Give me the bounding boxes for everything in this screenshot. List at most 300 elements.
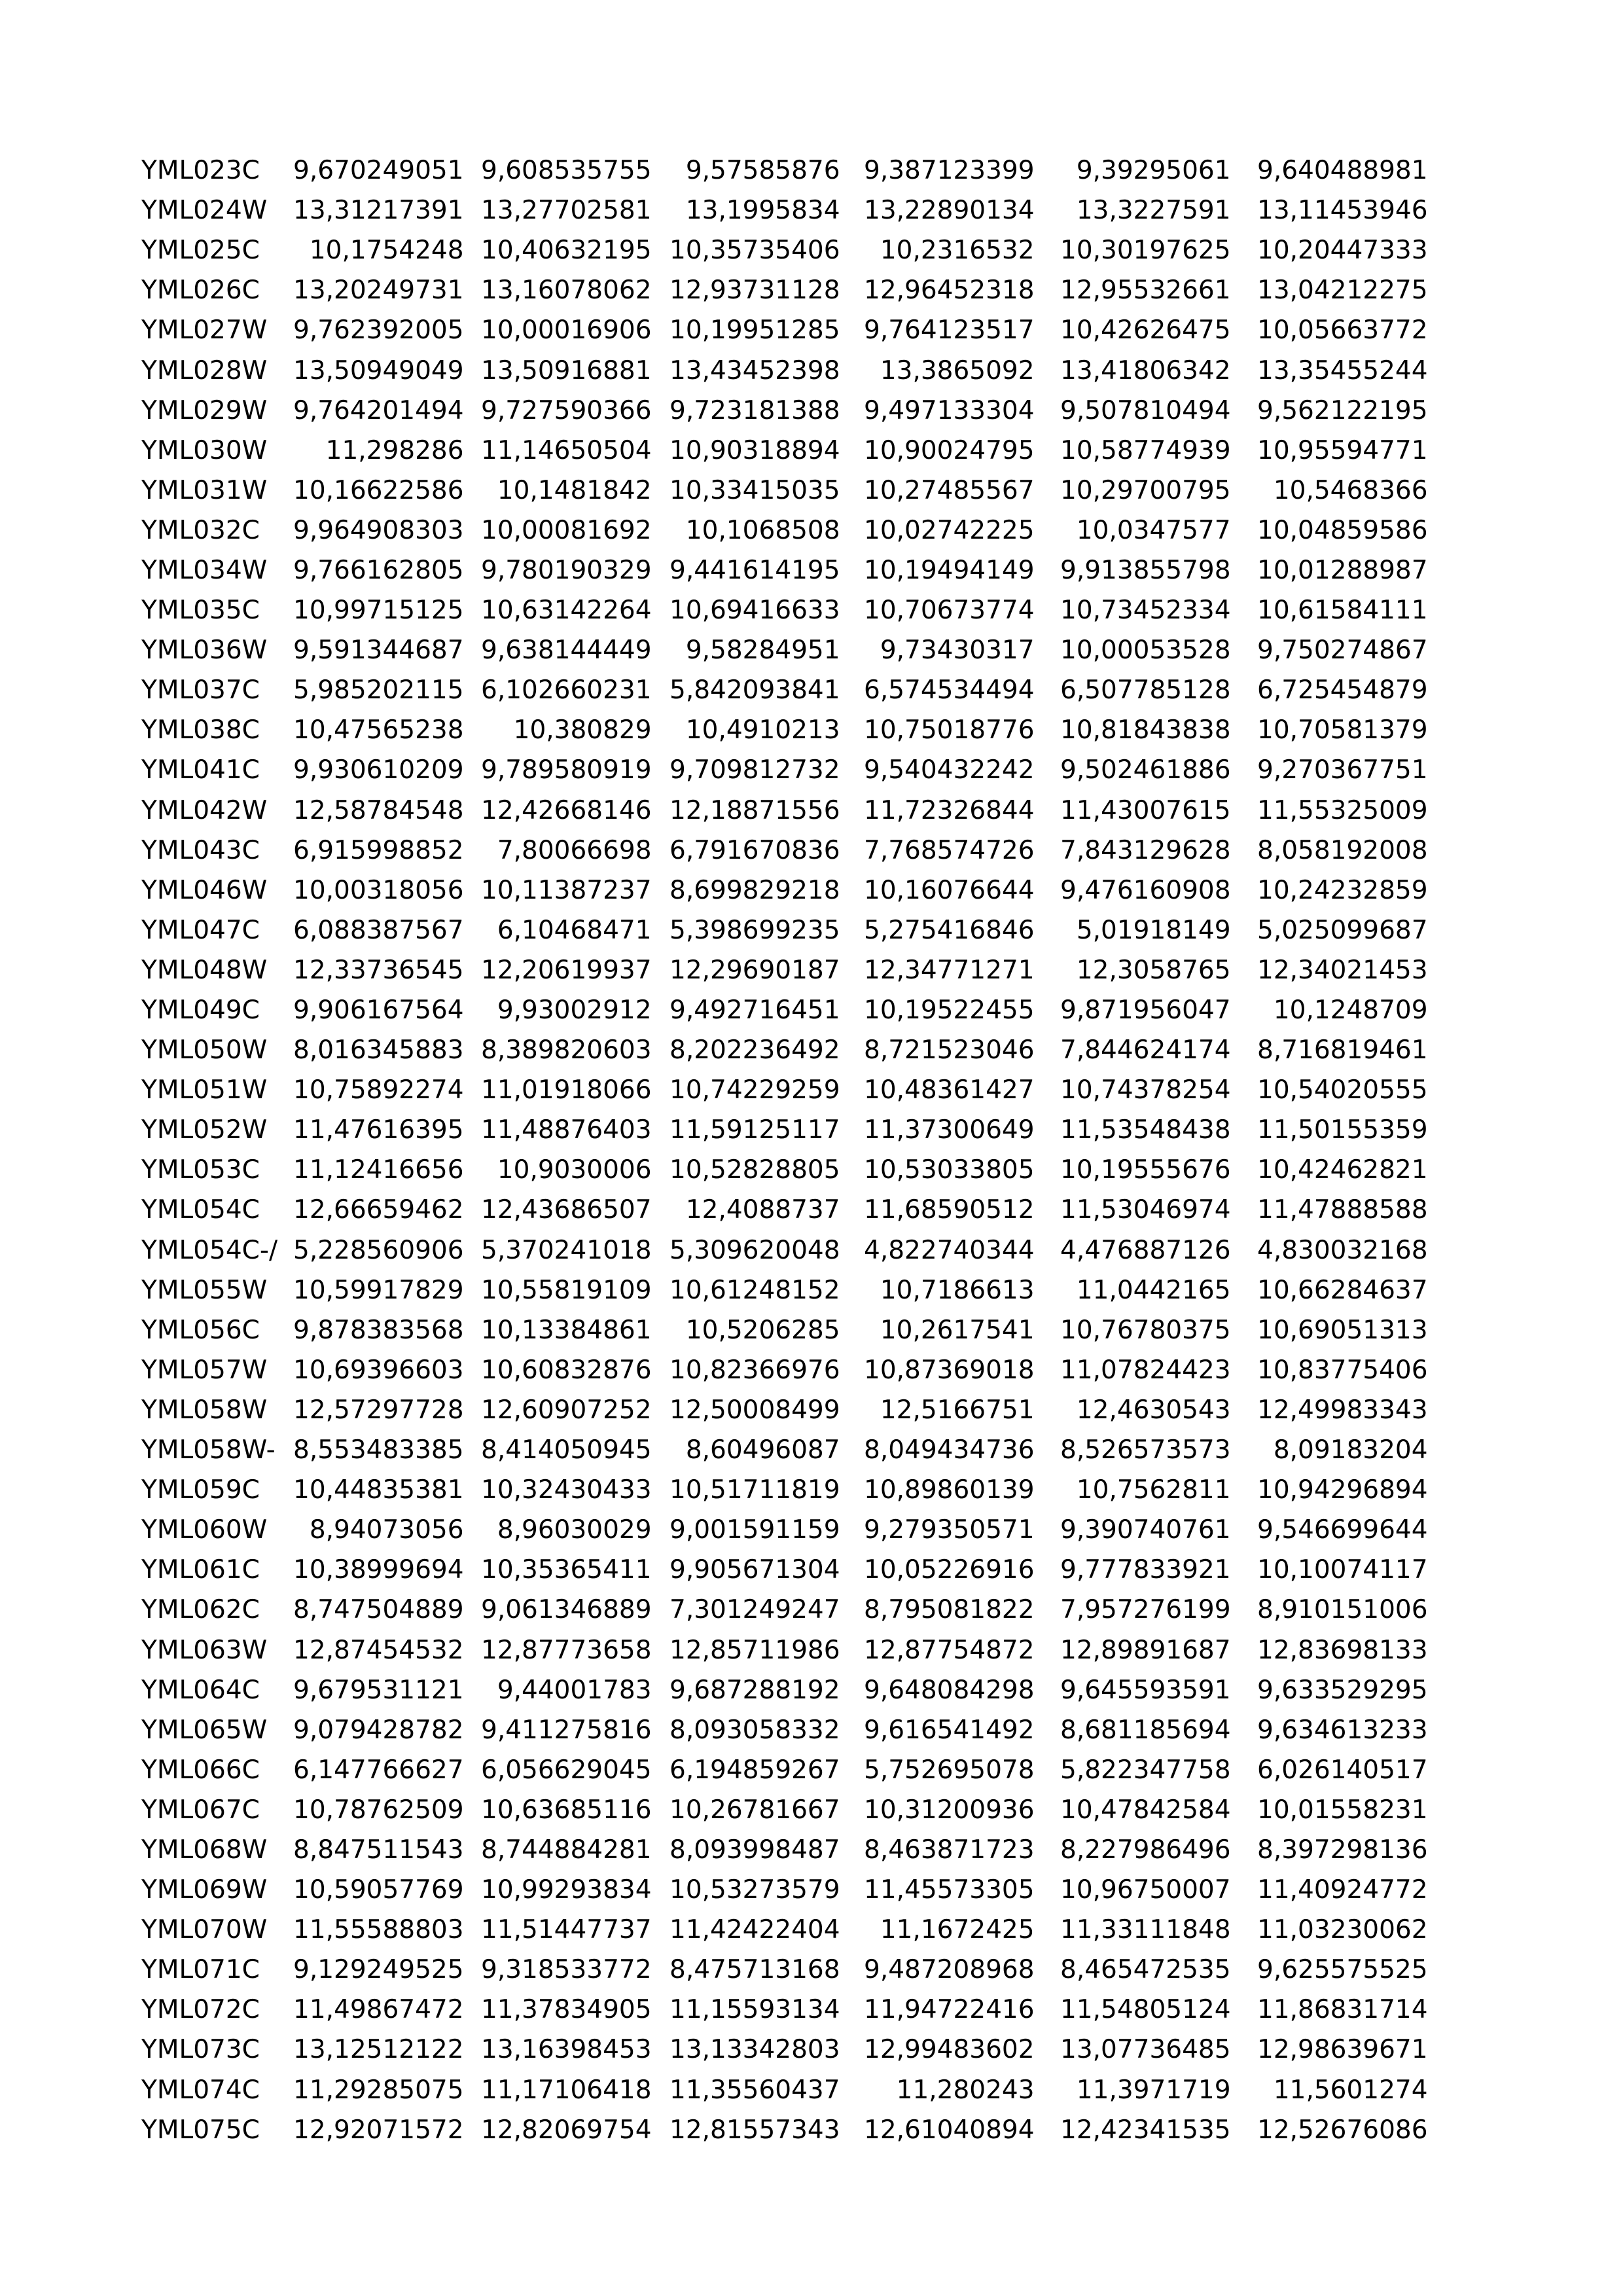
value-cell: 9,502461886: [1060, 755, 1231, 785]
value-cell: 6,507785128: [1060, 675, 1231, 706]
gene-id-cell: YML064C: [141, 1675, 260, 1705]
value-cell: 10,1481842: [497, 475, 652, 505]
table-row: [141, 1590, 1428, 1630]
value-cell: 10,54020555: [1257, 1075, 1428, 1105]
value-cell: 11,33111848: [1060, 1915, 1231, 1945]
value-cell: 8,049434736: [864, 1435, 1035, 1465]
table-row: [141, 1710, 1428, 1750]
value-cell: 10,61584111: [1257, 596, 1428, 626]
value-cell: 9,279350571: [864, 1515, 1035, 1545]
value-cell: 12,58784548: [293, 795, 464, 825]
value-cell: 10,31200936: [864, 1795, 1035, 1825]
value-cell: 8,397298136: [1257, 1835, 1428, 1865]
value-cell: 10,52828805: [669, 1155, 840, 1185]
gene-id-cell: YML071C: [141, 1955, 260, 1985]
table-row: [141, 1510, 1428, 1550]
gene-id-cell: YML061C: [141, 1555, 260, 1585]
table-row: [141, 2110, 1428, 2150]
value-cell: 10,95594771: [1257, 435, 1428, 465]
value-cell: 12,20619937: [481, 955, 652, 985]
value-cell: 12,50008499: [669, 1395, 840, 1425]
value-cell: 13,50949049: [293, 355, 464, 386]
value-cell: 7,301249247: [669, 1595, 840, 1625]
table-row: [141, 1310, 1428, 1350]
gene-id-cell: YML038C: [141, 715, 260, 745]
value-cell: 13,13342803: [669, 2035, 840, 2065]
table-row: [141, 990, 1428, 1030]
value-cell: 10,83775406: [1257, 1355, 1428, 1385]
value-cell: 11,03230062: [1257, 1915, 1428, 1945]
value-cell: 9,670249051: [293, 156, 464, 186]
value-cell: 10,35735406: [669, 236, 840, 266]
value-cell: 11,72326844: [864, 795, 1035, 825]
gene-id-cell: YML030W: [141, 435, 268, 465]
value-cell: 8,526573573: [1060, 1435, 1231, 1465]
gene-id-cell: YML037C: [141, 675, 260, 706]
value-cell: 10,2316532: [880, 236, 1035, 266]
value-cell: 12,87773658: [481, 1635, 652, 1665]
value-cell: 6,574534494: [864, 675, 1035, 706]
value-cell: 10,380829: [513, 715, 652, 745]
value-cell: 9,93002912: [497, 996, 652, 1026]
value-cell: 9,487208968: [864, 1955, 1035, 1985]
value-cell: 13,04212275: [1257, 276, 1428, 306]
table-row: [141, 1070, 1428, 1110]
table-row: [141, 1550, 1428, 1590]
value-cell: 7,957276199: [1060, 1595, 1231, 1625]
value-cell: 10,89860139: [864, 1475, 1035, 1505]
value-cell: 8,699829218: [669, 875, 840, 905]
table-row: [141, 1830, 1428, 1870]
value-cell: 10,99715125: [293, 596, 464, 626]
gene-id-cell: YML023C: [141, 156, 260, 186]
table-row: [141, 431, 1428, 471]
value-cell: 12,43686507: [481, 1195, 652, 1225]
gene-id-cell: YML034W: [141, 555, 268, 585]
value-cell: 9,648084298: [864, 1675, 1035, 1705]
gene-id-cell: YML073C: [141, 2035, 260, 2065]
table-row: [141, 910, 1428, 950]
gene-id-cell: YML032C: [141, 515, 260, 545]
value-cell: 11,50155359: [1257, 1115, 1428, 1145]
value-cell: 13,12512122: [293, 2035, 464, 2065]
value-cell: 11,29285075: [293, 2075, 464, 2105]
value-cell: 5,309620048: [669, 1235, 840, 1265]
gene-id-cell: YML066C: [141, 1755, 260, 1785]
value-cell: 9,634613233: [1257, 1715, 1428, 1745]
value-cell: 10,82366976: [669, 1355, 840, 1385]
value-cell: 13,3227591: [1076, 196, 1231, 226]
value-cell: 10,05663772: [1257, 315, 1428, 346]
value-cell: 10,55819109: [481, 1275, 652, 1305]
gene-id-cell: YML042W: [141, 795, 268, 825]
value-cell: 8,09183204: [1273, 1435, 1428, 1465]
value-cell: 5,822347758: [1060, 1755, 1231, 1785]
table-row: [141, 750, 1428, 790]
gene-id-cell: YML065W: [141, 1715, 268, 1745]
value-cell: 5,752695078: [864, 1755, 1035, 1785]
value-cell: 10,13384861: [481, 1315, 652, 1345]
value-cell: 5,025099687: [1257, 915, 1428, 945]
gene-id-cell: YML074C: [141, 2075, 260, 2105]
gene-id-cell: YML060W: [141, 1515, 268, 1545]
value-cell: 12,66659462: [293, 1195, 464, 1225]
value-cell: 10,75018776: [864, 715, 1035, 745]
value-cell: 10,5206285: [685, 1315, 840, 1345]
value-cell: 8,747504889: [293, 1595, 464, 1625]
value-cell: 9,540432242: [864, 755, 1035, 785]
value-cell: 8,721523046: [864, 1035, 1035, 1066]
value-cell: 8,716819461: [1257, 1035, 1428, 1066]
value-cell: 13,27702581: [481, 196, 652, 226]
value-cell: 5,275416846: [864, 915, 1035, 945]
gene-id-cell: YML053C: [141, 1155, 260, 1185]
value-cell: 12,87454532: [293, 1635, 464, 1665]
value-cell: 6,725454879: [1257, 675, 1428, 706]
value-cell: 8,227986496: [1060, 1835, 1231, 1865]
value-cell: 11,68590512: [864, 1195, 1035, 1225]
value-cell: 10,05226916: [864, 1555, 1035, 1585]
gene-id-cell: YML058W-: [141, 1435, 276, 1465]
value-cell: 11,35560437: [669, 2075, 840, 2105]
value-cell: 13,22890134: [864, 196, 1035, 226]
value-cell: 8,093058332: [669, 1715, 840, 1745]
value-cell: 12,29690187: [669, 955, 840, 985]
value-cell: 8,465472535: [1060, 1955, 1231, 1985]
value-cell: 12,82069754: [481, 2115, 652, 2145]
value-cell: 11,86831714: [1257, 1995, 1428, 2025]
table-row: [141, 230, 1428, 270]
value-cell: 10,5468366: [1273, 475, 1428, 505]
value-cell: 11,42422404: [669, 1915, 840, 1945]
value-cell: 6,088387567: [293, 915, 464, 945]
value-cell: 11,0442165: [1076, 1275, 1231, 1305]
value-cell: 10,70673774: [864, 596, 1035, 626]
gene-id-cell: YML024W: [141, 196, 268, 226]
value-cell: 12,5166751: [880, 1395, 1035, 1425]
gene-id-cell: YML028W: [141, 355, 268, 386]
value-cell: 12,85711986: [669, 1635, 840, 1665]
value-cell: 10,35365411: [481, 1555, 652, 1585]
value-cell: 5,985202115: [293, 675, 464, 706]
value-cell: 10,69416633: [669, 596, 840, 626]
table-row: [141, 1990, 1428, 2030]
gene-id-cell: YML059C: [141, 1475, 260, 1505]
value-cell: 11,45573305: [864, 1875, 1035, 1905]
value-cell: 10,38999694: [293, 1555, 464, 1585]
value-cell: 13,1995834: [685, 196, 840, 226]
value-cell: 12,42341535: [1060, 2115, 1231, 2145]
value-cell: 9,497133304: [864, 395, 1035, 425]
value-cell: 9,546699644: [1257, 1515, 1428, 1545]
value-cell: 10,01288987: [1257, 555, 1428, 585]
value-cell: 8,795081822: [864, 1595, 1035, 1625]
value-cell: 10,47842584: [1060, 1795, 1231, 1825]
gene-id-cell: YML047C: [141, 915, 260, 945]
value-cell: 11,37834905: [481, 1995, 652, 2025]
value-cell: 10,2617541: [880, 1315, 1035, 1345]
gene-id-cell: YML056C: [141, 1315, 260, 1345]
table-row: [141, 190, 1428, 230]
value-cell: 10,87369018: [864, 1355, 1035, 1385]
table-row: [141, 1230, 1428, 1270]
value-cell: 10,63142264: [481, 596, 652, 626]
value-cell: 11,53548438: [1060, 1115, 1231, 1145]
value-cell: 10,99293834: [481, 1875, 652, 1905]
value-cell: 9,633529295: [1257, 1675, 1428, 1705]
value-cell: 10,90318894: [669, 435, 840, 465]
value-cell: 5,370241018: [481, 1235, 652, 1265]
value-cell: 10,70581379: [1257, 715, 1428, 745]
value-cell: 10,40632195: [481, 236, 652, 266]
table-row: [141, 1390, 1428, 1430]
value-cell: 8,058192008: [1257, 835, 1428, 865]
value-cell: 10,10074117: [1257, 1555, 1428, 1585]
value-cell: 9,270367751: [1257, 755, 1428, 785]
value-cell: 10,4910213: [685, 715, 840, 745]
table-row: [141, 831, 1428, 870]
value-cell: 10,47565238: [293, 715, 464, 745]
value-cell: 6,915998852: [293, 835, 464, 865]
value-cell: 11,37300649: [864, 1115, 1035, 1145]
value-cell: 10,44835381: [293, 1475, 464, 1505]
value-cell: 12,18871556: [669, 795, 840, 825]
value-cell: 11,14650504: [481, 435, 652, 465]
value-cell: 12,87754872: [864, 1635, 1035, 1665]
value-cell: 10,53033805: [864, 1155, 1035, 1185]
table-row: [141, 550, 1428, 590]
value-cell: 10,66284637: [1257, 1275, 1428, 1305]
value-cell: 10,1068508: [685, 515, 840, 545]
value-cell: 8,389820603: [481, 1035, 652, 1066]
gene-id-cell: YML075C: [141, 2115, 260, 2145]
value-cell: 11,94722416: [864, 1995, 1035, 2025]
value-cell: 12,3058765: [1076, 955, 1231, 985]
value-cell: 13,16398453: [481, 2035, 652, 2065]
gene-id-cell: YML031W: [141, 475, 268, 505]
gene-id-cell: YML052W: [141, 1115, 268, 1145]
value-cell: 10,74229259: [669, 1075, 840, 1105]
gene-id-cell: YML068W: [141, 1835, 268, 1865]
value-cell: 11,3971719: [1076, 2075, 1231, 2105]
table-row: [141, 350, 1428, 390]
value-cell: 10,16076644: [864, 875, 1035, 905]
value-cell: 8,681185694: [1060, 1715, 1231, 1745]
value-cell: 9,318533772: [481, 1955, 652, 1985]
gene-id-cell: YML058W: [141, 1395, 268, 1425]
gene-id-cell: YML029W: [141, 395, 268, 425]
value-cell: 10,60832876: [481, 1355, 652, 1385]
value-cell: 11,01918066: [481, 1075, 652, 1105]
value-cell: 9,709812732: [669, 755, 840, 785]
value-cell: 9,777833921: [1060, 1555, 1231, 1585]
value-cell: 8,910151006: [1257, 1595, 1428, 1625]
value-cell: 10,81843838: [1060, 715, 1231, 745]
value-cell: 10,48361427: [864, 1075, 1035, 1105]
value-cell: 10,9030006: [497, 1155, 652, 1185]
value-cell: 12,52676086: [1257, 2115, 1428, 2145]
table-row: [141, 1630, 1428, 1670]
value-cell: 12,99483602: [864, 2035, 1035, 2065]
value-cell: 9,766162805: [293, 555, 464, 585]
value-cell: 5,842093841: [669, 675, 840, 706]
value-cell: 9,638144449: [481, 636, 652, 666]
table-row: [141, 1030, 1428, 1070]
value-cell: 6,10468471: [497, 915, 652, 945]
value-cell: 13,43452398: [669, 355, 840, 386]
value-cell: 12,61040894: [864, 2115, 1035, 2145]
gene-id-cell: YML063W: [141, 1635, 268, 1665]
gene-id-cell: YML025C: [141, 236, 260, 266]
value-cell: 9,387123399: [864, 156, 1035, 186]
value-cell: 5,228560906: [293, 1235, 464, 1265]
value-cell: 10,96750007: [1060, 1875, 1231, 1905]
value-cell: 9,507810494: [1060, 395, 1231, 425]
gene-id-cell: YML036W: [141, 636, 268, 666]
value-cell: 6,194859267: [669, 1755, 840, 1785]
table-row: [141, 1350, 1428, 1390]
table-row: [141, 1910, 1428, 1950]
value-cell: 4,476887126: [1060, 1235, 1231, 1265]
value-cell: 12,92071572: [293, 2115, 464, 2145]
gene-id-cell: YML049C: [141, 996, 260, 1026]
table-row: [141, 791, 1428, 831]
value-cell: 7,80066698: [497, 835, 652, 865]
table-row: [141, 151, 1428, 190]
value-cell: 9,492716451: [669, 996, 840, 1026]
value-cell: 9,640488981: [1257, 156, 1428, 186]
gene-id-cell: YML041C: [141, 755, 260, 785]
value-cell: 10,00081692: [481, 515, 652, 545]
value-cell: 9,645593591: [1060, 1675, 1231, 1705]
value-cell: 12,98639671: [1257, 2035, 1428, 2065]
table-row: [141, 471, 1428, 511]
value-cell: 9,727590366: [481, 395, 652, 425]
value-cell: 8,744884281: [481, 1835, 652, 1865]
value-cell: 9,913855798: [1060, 555, 1231, 585]
value-cell: 8,96030029: [497, 1515, 652, 1545]
value-cell: 11,43007615: [1060, 795, 1231, 825]
value-cell: 10,27485567: [864, 475, 1035, 505]
value-cell: 9,129249525: [293, 1955, 464, 1985]
gene-id-cell: YML070W: [141, 1915, 268, 1945]
gene-id-cell: YML027W: [141, 315, 268, 346]
value-cell: 9,73430317: [880, 636, 1035, 666]
value-cell: 11,59125117: [669, 1115, 840, 1145]
gene-id-cell: YML055W: [141, 1275, 268, 1305]
table-row: [141, 270, 1428, 310]
value-cell: 9,476160908: [1060, 875, 1231, 905]
value-cell: 9,789580919: [481, 755, 652, 785]
value-cell: 5,01918149: [1076, 915, 1231, 945]
table-row: [141, 1950, 1428, 1990]
value-cell: 13,20249731: [293, 276, 464, 306]
value-cell: 12,34771271: [864, 955, 1035, 985]
value-cell: 7,768574726: [864, 835, 1035, 865]
table-row: [141, 1110, 1428, 1150]
table-row: [141, 1670, 1428, 1710]
value-cell: 12,57297728: [293, 1395, 464, 1425]
gene-id-cell: YML048W: [141, 955, 268, 985]
gene-id-cell: YML050W: [141, 1035, 268, 1066]
value-cell: 10,02742225: [864, 515, 1035, 545]
value-cell: 8,414050945: [481, 1435, 652, 1465]
value-cell: 8,202236492: [669, 1035, 840, 1066]
value-cell: 12,95532661: [1060, 276, 1231, 306]
value-cell: 7,844624174: [1060, 1035, 1231, 1066]
table-row: [141, 1190, 1428, 1230]
value-cell: 10,19555676: [1060, 1155, 1231, 1185]
value-cell: 11,280243: [896, 2075, 1035, 2105]
value-cell: 10,59057769: [293, 1875, 464, 1905]
value-cell: 10,29700795: [1060, 475, 1231, 505]
value-cell: 9,58284951: [685, 636, 840, 666]
value-cell: 12,83698133: [1257, 1635, 1428, 1665]
value-cell: 9,764201494: [293, 395, 464, 425]
gene-id-cell: YML026C: [141, 276, 260, 306]
value-cell: 9,061346889: [481, 1595, 652, 1625]
value-cell: 6,147766627: [293, 1755, 464, 1785]
value-cell: 9,608535755: [481, 156, 652, 186]
value-cell: 6,791670836: [669, 835, 840, 865]
value-cell: 11,5601274: [1273, 2075, 1428, 2105]
table-row: [141, 391, 1428, 431]
value-cell: 9,411275816: [481, 1715, 652, 1745]
value-cell: 6,056629045: [481, 1755, 652, 1785]
value-cell: 9,930610209: [293, 755, 464, 785]
value-cell: 8,847511543: [293, 1835, 464, 1865]
value-cell: 11,15593134: [669, 1995, 840, 2025]
value-cell: 10,69396603: [293, 1355, 464, 1385]
value-cell: 12,81557343: [669, 2115, 840, 2145]
value-cell: 9,39295061: [1076, 156, 1231, 186]
value-cell: 11,1672425: [880, 1915, 1035, 1945]
value-cell: 10,63685116: [481, 1795, 652, 1825]
gene-id-cell: YML054C-/: [141, 1235, 278, 1265]
value-cell: 13,31217391: [293, 196, 464, 226]
gene-id-cell: YML067C: [141, 1795, 260, 1825]
value-cell: 10,75892274: [293, 1075, 464, 1105]
value-cell: 13,3865092: [880, 355, 1035, 386]
value-cell: 13,41806342: [1060, 355, 1231, 386]
value-cell: 9,687288192: [669, 1675, 840, 1705]
gene-id-cell: YML062C: [141, 1595, 260, 1625]
value-cell: 11,55325009: [1257, 795, 1428, 825]
gene-id-cell: YML046W: [141, 875, 268, 905]
value-cell: 11,47888588: [1257, 1195, 1428, 1225]
value-cell: 10,19522455: [864, 996, 1035, 1026]
expression-data-table: [141, 151, 1428, 2150]
value-cell: 11,49867472: [293, 1995, 464, 2025]
value-cell: 13,35455244: [1257, 355, 1428, 386]
value-cell: 10,69051313: [1257, 1315, 1428, 1345]
value-cell: 10,73452334: [1060, 596, 1231, 626]
gene-id-cell: YML057W: [141, 1355, 268, 1385]
value-cell: 9,762392005: [293, 315, 464, 346]
value-cell: 9,079428782: [293, 1715, 464, 1745]
value-cell: 10,19951285: [669, 315, 840, 346]
value-cell: 9,871956047: [1060, 996, 1231, 1026]
gene-id-cell: YML069W: [141, 1875, 268, 1905]
value-cell: 9,964908303: [293, 515, 464, 545]
value-cell: 9,562122195: [1257, 395, 1428, 425]
value-cell: 9,878383568: [293, 1315, 464, 1345]
value-cell: 10,24232859: [1257, 875, 1428, 905]
value-cell: 11,07824423: [1060, 1355, 1231, 1385]
value-cell: 9,780190329: [481, 555, 652, 585]
value-cell: 10,42462821: [1257, 1155, 1428, 1185]
table-row: [141, 870, 1428, 910]
